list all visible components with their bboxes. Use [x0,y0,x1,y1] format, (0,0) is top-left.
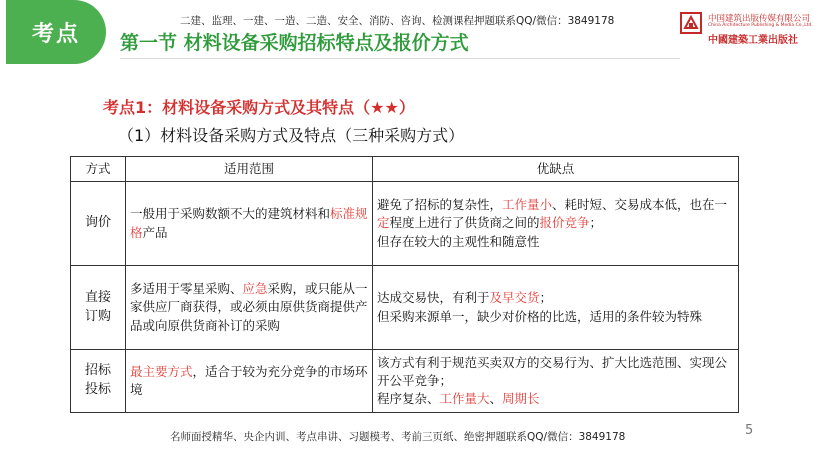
section-title: 第一节 材料设备采购招标特点及报价方式 [120,32,469,54]
cell-text: 、 [489,391,503,407]
logo-press-name: 中國建築工業出版社 [708,35,798,46]
scope-cell [126,266,373,350]
highlight-text: 标准规格 [130,206,368,240]
scope-cell [126,182,373,266]
highlight-text: 工作量小 [502,197,553,213]
page-number: 5 [745,423,754,438]
pros-cons-cell [373,182,739,266]
method-cell [71,266,126,350]
cell-text: 产品 [142,224,168,240]
contact-banner: 二建、监理、一建、一造、二造、安全、消防、咨询、检测课程押题联系QQ/微信：3849178 [180,15,615,27]
pros-cons-cell [373,350,739,413]
cell-text: 采购，或只能从一家供应厂商获得，或必须由原供货商提供产品或向原供货商补订的采购 [130,281,368,333]
method-cell [71,350,126,413]
logo-company-name: 中国建筑出版传媒有限公司 [708,14,811,24]
cell-text: 程度上进行了供货商之间的 [389,215,540,231]
table-row [71,350,739,413]
method-cell: 询价 [71,182,126,266]
cell-text: 多适用于零星采购、 [130,281,243,297]
pros-cons-cell [373,266,739,350]
header-scope: 适用范围 [126,157,373,182]
publisher-emblem-icon [680,12,702,34]
highlight-text: 工作量大 [439,391,490,407]
highlight-text: 及早交货 [489,290,540,306]
cell-text: 但存在较大的主观性和随意性 [377,233,540,249]
table-row [71,182,739,266]
highlight-text: 最主要方式 [130,363,193,379]
header-divider [120,58,680,59]
scope-cell [126,350,373,413]
cell-text: 该方式有利于规范买卖双方的交易行为、扩大比选范围、实现公开公平竞争； [377,354,728,388]
table-row [71,266,739,350]
cell-text: 程序复杂、 [377,391,440,407]
point-title: 考点1：材料设备采购方式及其特点（★★） [103,98,415,117]
cell-text: ； [589,215,603,231]
table-header-row [71,157,739,182]
method-label: 招标投标 [84,363,111,397]
header-method: 方式 [71,157,126,182]
point-subtitle: （1）材料设备采购方式及特点（三种采购方式） [118,126,465,145]
cell-text: 但采购来源单一，缺少对价格的比选，适用的条件较为特殊 [377,308,703,324]
logo-english-name: China Architecture Publishing & Media Co.,Ltd. [708,23,813,28]
header-pros-cons: 优缺点 [373,157,739,182]
cell-text: 达成交易快，有利于 [377,290,490,306]
highlight-text: 报价竞争 [539,215,590,231]
kaodian-badge: 考点 [6,0,106,64]
footer-contact: 名师面授精华、央企内训、考点串讲、习题模考、考前三页纸、绝密押题联系QQ/微信：3849178 [170,431,626,443]
method-label: 直接订购 [84,289,111,324]
publisher-logo [680,10,813,46]
cell-text: ； [539,290,553,306]
cell-text: 一般用于采购数额不大的建筑材料和 [130,206,331,222]
cell-text: 、耗时短、交易成本低，也在一 [552,197,728,213]
highlight-text: 周期长 [502,391,540,407]
highlight-text: 应急 [242,281,268,297]
highlight-text: 定 [377,215,390,231]
cell-text: ，适合于较为充分竞争的市场环境 [130,363,368,397]
cell-text: 避免了招标的复杂性， [377,197,503,213]
procurement-methods-table [70,156,739,413]
